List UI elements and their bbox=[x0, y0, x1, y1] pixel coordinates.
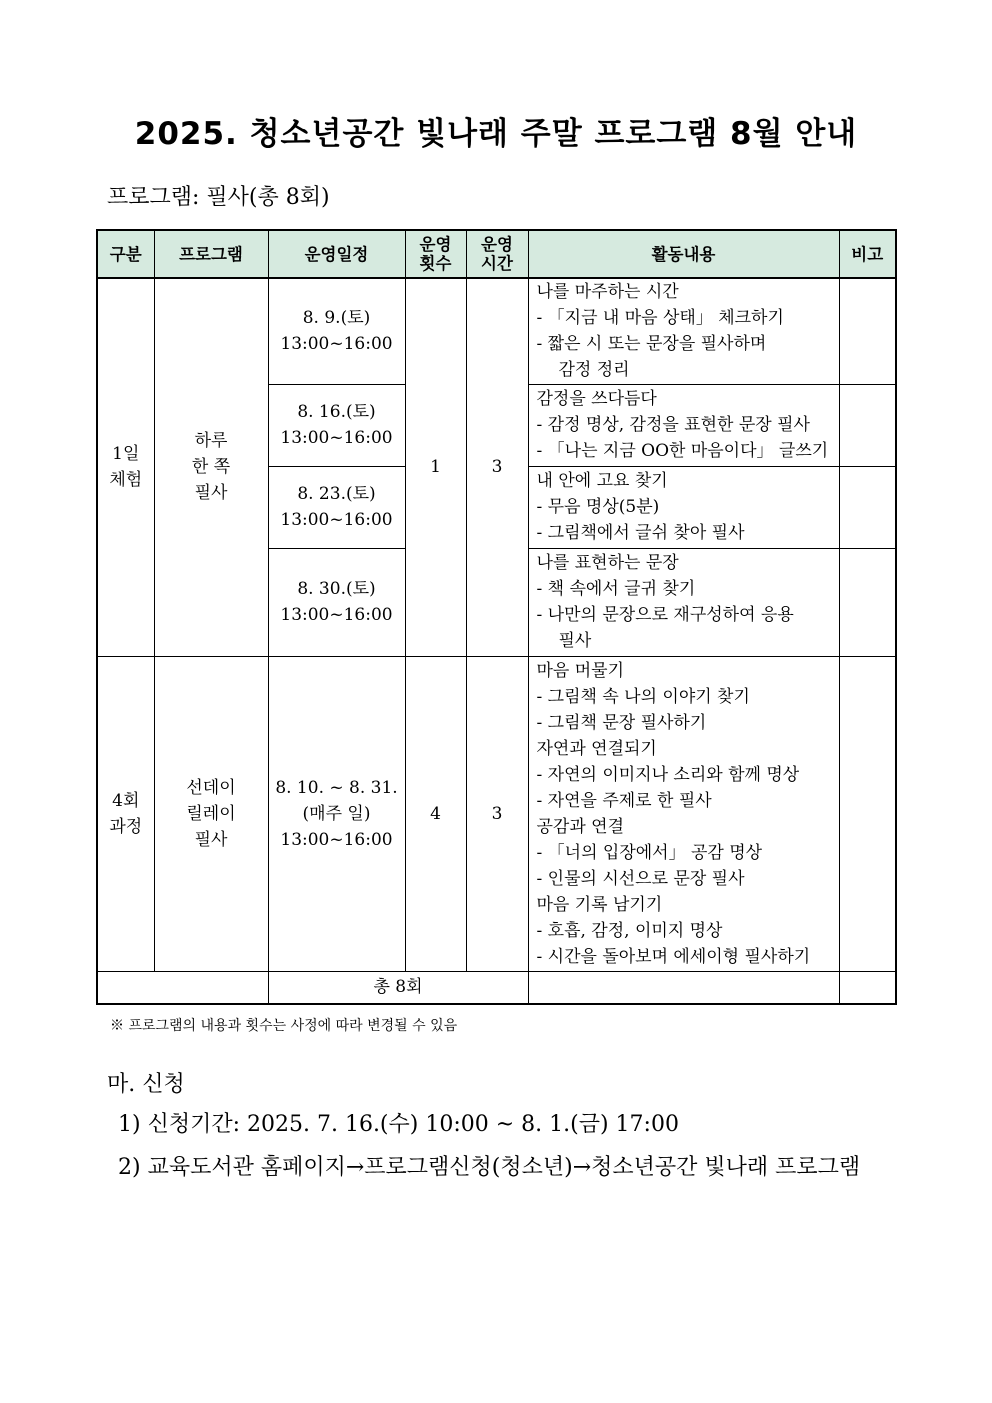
program-schedule-table bbox=[96, 229, 897, 1005]
program-cell: 선데이 릴레이 필사 bbox=[154, 656, 268, 971]
activity-line: - 무음 명상(5분) bbox=[536, 497, 660, 517]
session-time: 13:00~16:00 bbox=[280, 510, 393, 530]
session-date: 8. 23.(토) bbox=[297, 484, 376, 504]
session-date: 8. 30.(토) bbox=[297, 579, 376, 599]
activity-line: - 호흡, 감정, 이미지 명상 bbox=[536, 920, 723, 941]
total-cell: 총 8회 bbox=[268, 971, 528, 1004]
activity-line: - 「나는 지금 OO한 마음이다」 글쓰기 bbox=[536, 441, 829, 461]
table-header-row bbox=[97, 230, 896, 278]
category-cell: 4회 과정 bbox=[97, 656, 154, 971]
table-total-row bbox=[97, 971, 896, 1004]
activity-line: 공감과 연결 bbox=[536, 816, 625, 837]
session-time: 13:00~16:00 bbox=[280, 428, 393, 448]
activity-line: - 그림책 속 나의 이야기 찾기 bbox=[536, 686, 750, 707]
total-remarks-cell bbox=[839, 971, 896, 1004]
total-activity-cell bbox=[528, 971, 839, 1004]
activity-line: - 「지금 내 마음 상태」 체크하기 bbox=[536, 308, 784, 329]
header-count: 운영 횟수 bbox=[405, 230, 466, 278]
activity-cell bbox=[528, 278, 839, 384]
activity-line: - 「너의 입장에서」 공감 명상 bbox=[536, 842, 763, 863]
session-time: 13:00~16:00 bbox=[280, 334, 393, 355]
count-cell: 4 bbox=[405, 656, 466, 971]
session-date: 8. 16.(토) bbox=[297, 402, 376, 422]
activity-line: - 책 속에서 글귀 찾기 bbox=[536, 579, 696, 599]
schedule-cell bbox=[268, 278, 405, 384]
schedule-cell bbox=[268, 548, 405, 656]
activity-line: 필사 bbox=[558, 631, 592, 651]
activity-cell bbox=[528, 384, 839, 466]
activity-cell bbox=[528, 656, 839, 971]
hours-cell: 3 bbox=[466, 656, 528, 971]
apply-period: 1) 신청기간: 2025. 7. 16.(수) 10:00 ~ 8. 1.(금) 17:00 bbox=[118, 1112, 679, 1137]
activity-cell bbox=[528, 548, 839, 656]
activity-line: 마음 기록 남기기 bbox=[536, 894, 663, 915]
hours-cell: 3 bbox=[466, 278, 528, 656]
activity-line: 자연과 연결되기 bbox=[536, 738, 657, 759]
activity-line: - 인물의 시선으로 문장 필사 bbox=[536, 868, 745, 889]
schedule-cell: 8. 10. ~ 8. 31. (매주 일) 13:00~16:00 bbox=[268, 656, 405, 971]
apply-method: 2) 교육도서관 홈페이지→프로그램신청(청소년)→청소년공간 빛나래 프로그램 bbox=[118, 1155, 861, 1180]
page-title: 2025. 청소년공간 빛나래 주말 프로그램 8월 안내 bbox=[134, 116, 858, 152]
schedule-cell bbox=[268, 384, 405, 466]
activity-line: 감정을 쓰다듬다 bbox=[536, 389, 657, 409]
activity-line: - 그림책에서 글쉬 찾아 필사 bbox=[536, 523, 745, 543]
schedule-cell bbox=[268, 466, 405, 548]
count-cell: 1 bbox=[405, 278, 466, 656]
activity-line: 나를 표현하는 문장 bbox=[536, 553, 679, 573]
activity-line: 나를 마주하는 시간 bbox=[536, 282, 679, 303]
table-row bbox=[97, 656, 896, 971]
apply-heading: 마. 신청 bbox=[107, 1072, 185, 1097]
activity-line: - 자연의 이미지나 소리와 함께 명상 bbox=[536, 764, 800, 785]
remarks-cell bbox=[839, 466, 896, 548]
activity-line: - 짧은 시 또는 문장을 필사하며 bbox=[536, 334, 767, 355]
activity-line: - 나만의 문장으로 재구성하여 응용 bbox=[536, 605, 794, 625]
activity-line: 마음 머물기 bbox=[536, 660, 625, 681]
session-date: 8. 9.(토) bbox=[302, 308, 371, 329]
remarks-cell bbox=[839, 656, 896, 971]
total-blank-cell bbox=[97, 971, 268, 1004]
session-time: 13:00~16:00 bbox=[280, 605, 393, 625]
activity-line: 내 안에 고요 찾기 bbox=[536, 471, 668, 491]
activity-line: - 그림책 문장 필사하기 bbox=[536, 712, 707, 733]
activity-line: 감정 정리 bbox=[558, 360, 630, 381]
activity-line: - 시간을 돌아보며 에세이형 필사하기 bbox=[536, 946, 811, 967]
activity-line: - 자연을 주제로 한 필사 bbox=[536, 790, 712, 811]
remarks-cell bbox=[839, 278, 896, 384]
activity-line: - 감정 명상, 감정을 표현한 문장 필사 bbox=[536, 415, 810, 435]
header-hours: 운영 시간 bbox=[466, 230, 528, 278]
header-category: 구분 bbox=[97, 230, 154, 278]
category-cell: 1일 체험 bbox=[97, 278, 154, 656]
remarks-cell bbox=[839, 548, 896, 656]
program-subtitle: 프로그램: 필사(총 8회) bbox=[107, 185, 330, 210]
header-schedule: 운영일정 bbox=[268, 230, 405, 278]
header-program: 프로그램 bbox=[154, 230, 268, 278]
change-notice: ※ 프로그램의 내용과 횟수는 사정에 따라 변경될 수 있음 bbox=[110, 1018, 458, 1034]
header-activity: 활동내용 bbox=[528, 230, 839, 278]
activity-cell bbox=[528, 466, 839, 548]
header-remarks: 비고 bbox=[839, 230, 896, 278]
remarks-cell bbox=[839, 384, 896, 466]
program-cell: 하루 한 쪽 필사 bbox=[154, 278, 268, 656]
table-row bbox=[97, 278, 896, 384]
